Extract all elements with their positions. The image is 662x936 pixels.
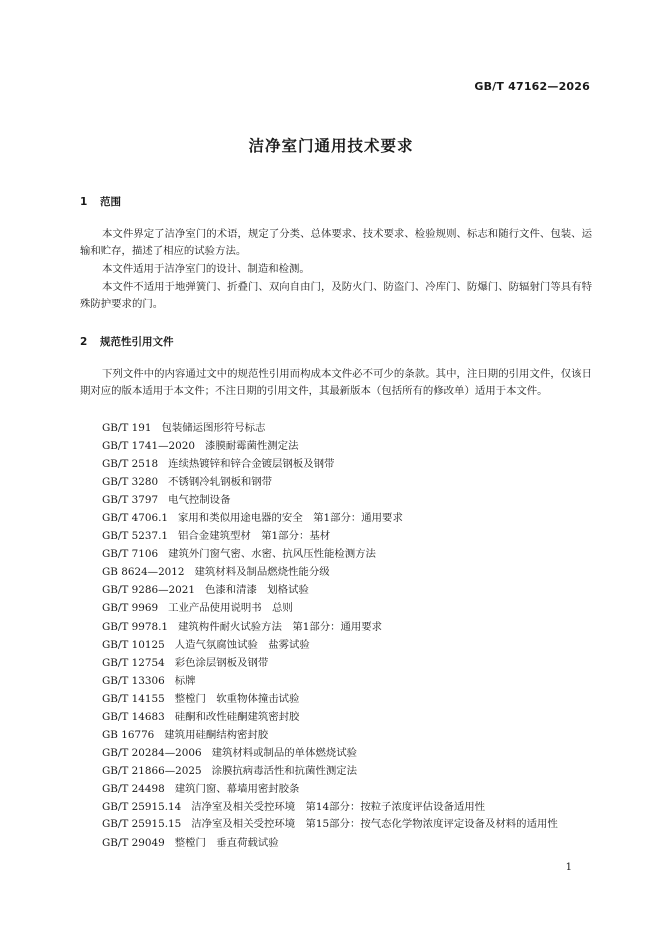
reference-title: 包装储运图形符号标志 (161, 422, 266, 434)
reference-title: 整樘门 软重物体撞击试验 (174, 692, 300, 705)
reference-code: GB/T 10125 (102, 638, 165, 651)
reference-code: GB/T 3797 (102, 494, 159, 507)
reference-code: GB/T 12754 (102, 656, 165, 669)
reference-code: GB/T 29049 (102, 837, 165, 850)
section-heading-normative-references (80, 334, 174, 349)
reference-item (80, 762, 592, 780)
reference-title: 洁净室及相关受控环境 第14部分：按粒子浓度评估设备适用性 (191, 800, 486, 813)
reference-code: GB 8624—2012 (102, 566, 185, 579)
reference-item (80, 599, 592, 617)
reference-title: 标牌 (174, 674, 196, 687)
reference-code: GB/T 9969 (102, 602, 159, 615)
reference-code: GB/T 14155 (102, 692, 165, 705)
reference-title: 彩色涂层钢板及钢带 (174, 656, 269, 669)
section-number: 1 (80, 196, 88, 208)
reference-item (80, 473, 592, 491)
reference-item (80, 744, 592, 762)
reference-item (80, 672, 592, 690)
reference-code: GB/T 191 (102, 422, 152, 434)
scope-paragraph-1: 本文件界定了洁净室门的术语，规定了分类、总体要求、技术要求、检验规则、标志和随行文件、包装、运输和贮存，描述了相应的试验方法。 (80, 228, 592, 258)
reference-item (80, 618, 592, 636)
reference-title: 不锈钢冷轧钢板和钢带 (168, 476, 273, 489)
reference-item (80, 527, 592, 545)
reference-item (80, 834, 592, 852)
reference-code: GB/T 13306 (102, 674, 165, 687)
reference-code: GB/T 25915.15 (102, 818, 182, 831)
standard-number: GB/T 47162—2026 (474, 80, 590, 93)
reference-title: 连续热镀锌和锌合金镀层钢板及钢带 (168, 458, 335, 471)
reference-item (80, 509, 592, 527)
reference-title: 色漆和清漆 划格试验 (204, 584, 309, 597)
reference-item (80, 816, 592, 833)
reference-item (80, 654, 592, 672)
reference-title: 建筑用硅酮结构密封胶 (164, 728, 269, 741)
reference-title: 建筑门窗、幕墙用密封胶条 (174, 782, 300, 795)
reference-title: 铝合金建筑型材 第1部分：基材 (178, 530, 331, 543)
reference-item (80, 798, 592, 816)
reference-code: GB/T 25915.14 (102, 800, 182, 813)
reference-item (80, 726, 592, 744)
reference-code: GB/T 2518 (102, 458, 159, 471)
reference-code: GB/T 9978.1 (102, 620, 169, 633)
reference-title: 洁净室及相关受控环境 第15部分：按气态化学物浓度评定设备及材料的适用性 (191, 818, 558, 831)
reference-code: GB/T 9286—2021 (102, 584, 195, 597)
section-title: 范围 (100, 196, 121, 208)
reference-code: GB/T 14683 (102, 710, 165, 723)
reference-code: GB/T 21866—2025 (102, 764, 202, 777)
reference-code: GB/T 4706.1 (102, 512, 169, 525)
reference-title: 电气控制设备 (168, 494, 231, 507)
page-number: 1 (565, 862, 572, 873)
reference-code: GB/T 20284—2006 (102, 746, 202, 759)
reference-code: GB 16776 (102, 728, 155, 741)
reference-title: 建筑构件耐火试验方法 第1部分：通用要求 (178, 620, 383, 633)
reference-title: 工业产品使用说明书 总则 (168, 602, 293, 615)
reference-item (80, 581, 592, 599)
reference-item (80, 636, 592, 654)
reference-item (80, 690, 592, 708)
reference-title: 建筑外门窗气密、水密、抗风压性能检测方法 (168, 548, 376, 561)
reference-item (80, 455, 592, 473)
reference-item (80, 545, 592, 563)
scope-paragraph-3: 本文件不适用于地弹簧门、折叠门、双向自由门，及防火门、防盗门、冷库门、防爆门、防辐射门等具有特殊防护要求的门。 (80, 281, 592, 311)
reference-title: 家用和类似用途电器的安全 第1部分：通用要求 (178, 512, 403, 525)
reference-code: GB/T 3280 (102, 476, 159, 489)
document-title: 洁净室门通用技术要求 (248, 137, 414, 155)
reference-code: GB/T 1741—2020 (102, 440, 195, 453)
reference-title: 人造气氛腐蚀试验 盐雾试验 (174, 638, 310, 651)
reference-title: 整樘门 垂直荷载试验 (174, 837, 279, 850)
references-intro-paragraph: 下列文件中的内容通过文中的规范性引用而构成本文件必不可少的条款。其中，注日期的引用文件，仅该日期对应的版本适用于本文件；不注日期的引用文件，其最新版本（包括所有的修改单）适用于本文件。 (80, 368, 592, 398)
section-number: 2 (80, 336, 88, 348)
reference-item (80, 780, 592, 798)
reference-title: 建筑材料或制品的单体燃烧试验 (211, 746, 358, 759)
reference-item (80, 563, 592, 581)
reference-title: 漆膜耐霉菌性测定法 (204, 440, 299, 453)
reference-title: 硅酮和改性硅酮建筑密封胶 (174, 710, 300, 723)
reference-code: GB/T 24498 (102, 782, 165, 795)
reference-code: GB/T 7106 (102, 548, 159, 561)
reference-title: 涂膜抗病毒活性和抗菌性测定法 (211, 764, 358, 777)
reference-code: GB/T 5237.1 (102, 530, 169, 543)
reference-list (80, 419, 592, 852)
section-title: 规范性引用文件 (100, 336, 174, 348)
reference-title: 建筑材料及制品燃烧性能分级 (194, 566, 330, 579)
scope-paragraph-2: 本文件适用于洁净室门的设计、制造和检测。 (102, 263, 310, 275)
reference-item (80, 491, 592, 509)
section-heading-scope (80, 194, 121, 209)
reference-item (80, 708, 592, 726)
reference-item (80, 419, 592, 437)
reference-item (80, 437, 592, 455)
